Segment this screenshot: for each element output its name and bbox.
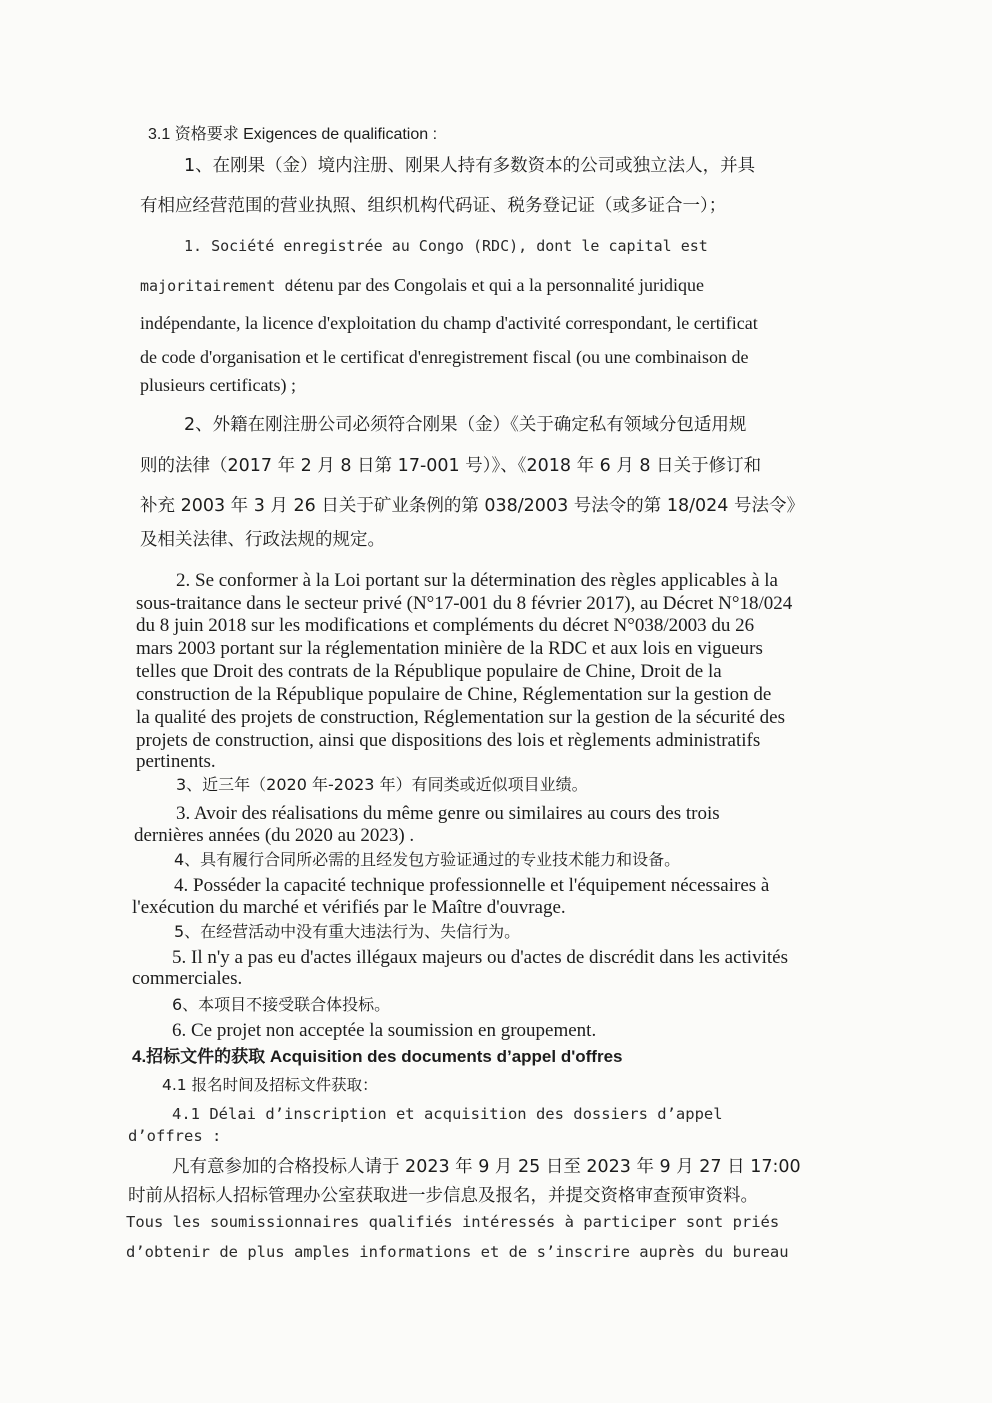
section-3-1-heading: 3.1 资格要求 Exigences de qualification : xyxy=(148,126,438,143)
req2-cn-line: 补充 2003 年 3 月 26 日关于矿业条例的第 038/2003 号法令的第 18/024 号法令》 xyxy=(140,496,804,516)
req2-fr-line: la qualité des projets de construction, Réglementation sur la gestion de la sécurité des xyxy=(136,707,785,728)
req2-cn-line: 2、外籍在刚注册公司必须符合刚果（金）《关于确定私有领域分包适用规 xyxy=(184,415,747,435)
req2-cn-line: 及相关法律、行政法规的规定。 xyxy=(140,530,385,550)
req1-fr-mono-fragment: majoritairement dé xyxy=(140,277,303,295)
req5-fr-line: 5. Il n'y a pas eu d'actes illégaux majeurs ou d'actes de discrédit dans les activités xyxy=(172,947,788,968)
s4-1-body-cn-line: 时前从招标人招标管理办公室获取进一步信息及报名，并提交资格审查预审资料。 xyxy=(128,1186,758,1206)
req2-fr-line: sous-traitance dans le secteur privé (N°17-001 du 8 février 2017), au Décret N°18/024 xyxy=(136,593,793,614)
req2-fr-line: mars 2003 portant sur la réglementation minière de la RDC et aux lois en vigueurs xyxy=(136,638,763,659)
req2-fr-line: pertinents. xyxy=(136,751,216,772)
req2-fr-line: projets de construction, ainsi que dispositions des lois et règlements administratifs xyxy=(136,730,761,751)
req1-fr-line: de code d'organisation et le certificat d'enregistrement fiscal (ou une combinaison de xyxy=(140,347,749,367)
req1-cn-line: 有相应经营范围的营业执照、组织机构代码证、税务登记证（或多证合一）； xyxy=(140,196,727,216)
s4-1-body-fr-line: d’obtenir de plus amples informations et de s’inscrire auprès du bureau xyxy=(126,1243,789,1261)
req5-fr-line: commerciales. xyxy=(132,968,243,989)
req3-fr-line: dernières années (du 2020 au 2023) . xyxy=(134,825,415,846)
req2-cn-line: 则的法律（2017 年 2 月 8 日第 17-001 号）》、《2018 年 6 月 8 日关于修订和 xyxy=(140,456,762,476)
req3-fr-line: 3. Avoir des réalisations du même genre ou similaires au cours des trois xyxy=(176,803,720,824)
req4-cn-line: 4、具有履行合同所必需的且经发包方验证通过的专业技术能力和设备。 xyxy=(174,850,681,869)
s4-1-body-cn-line: 凡有意参加的合格投标人请于 2023 年 9 月 25 日至 2023 年 9 月 27 日 17:00 xyxy=(172,1157,801,1177)
req6-fr-line: 6. Ce projet non acceptée la soumission en groupement. xyxy=(172,1020,597,1041)
req5-cn-line: 5、在经营活动中没有重大违法行为、失信行为。 xyxy=(174,922,521,941)
req1-cn-line: 1、在刚果（金）境内注册、刚果人持有多数资本的公司或独立法人，并具 xyxy=(184,156,756,176)
s4-1-body-fr-line: Tous les soumissionnaires qualifiés intéressés à participer sont priés xyxy=(126,1213,780,1231)
req2-fr-line: telles que Droit des contrats de la République populaire de Chine, Droit de la xyxy=(136,661,722,682)
req1-fr-line: indépendante, la licence d'exploitation du champ d'activité correspondant, le certificat xyxy=(140,313,758,333)
s4-1-cn-line: 4.1 报名时间及招标文件获取： xyxy=(162,1076,378,1094)
req1-fr-line: 1. Société enregistrée au Congo (RDC), dont le capital est xyxy=(184,237,708,255)
s4-1-fr-line: d’offres : xyxy=(128,1127,222,1145)
req1-fr-line xyxy=(140,275,704,296)
req2-fr-line: 2. Se conformer à la Loi portant sur la détermination des règles applicables à la xyxy=(176,570,778,591)
req4-fr-line: 4. Posséder la capacité technique professionnelle et l'équipement nécessaires à xyxy=(174,875,770,896)
req3-cn-line: 3、近三年（2020 年-2023 年）有同类或近似项目业绩。 xyxy=(176,775,588,794)
req1-fr-line: plusieurs certificats) ; xyxy=(140,375,296,395)
req4-fr-line: l'exécution du marché et vérifiés par le Maître d'ouvrage. xyxy=(132,897,566,918)
section-4-heading: 4.招标文件的获取 Acquisition des documents d’appel d'offres xyxy=(132,1047,623,1066)
req1-fr-serif-fragment: tenu par des Congolais et qui a la personnalité juridique xyxy=(302,275,704,295)
req2-fr-line: du 8 juin 2018 sur les modifications et compléments du décret N°038/2003 du 26 xyxy=(136,615,755,636)
req6-cn-line: 6、本项目不接受联合体投标。 xyxy=(172,995,391,1014)
s4-1-fr-line: 4.1 Délai d’inscription et acquisition des dossiers d’appel xyxy=(172,1105,723,1123)
req2-fr-line: construction de la République populaire de Chine, Réglementation sur la gestion de xyxy=(136,684,772,705)
